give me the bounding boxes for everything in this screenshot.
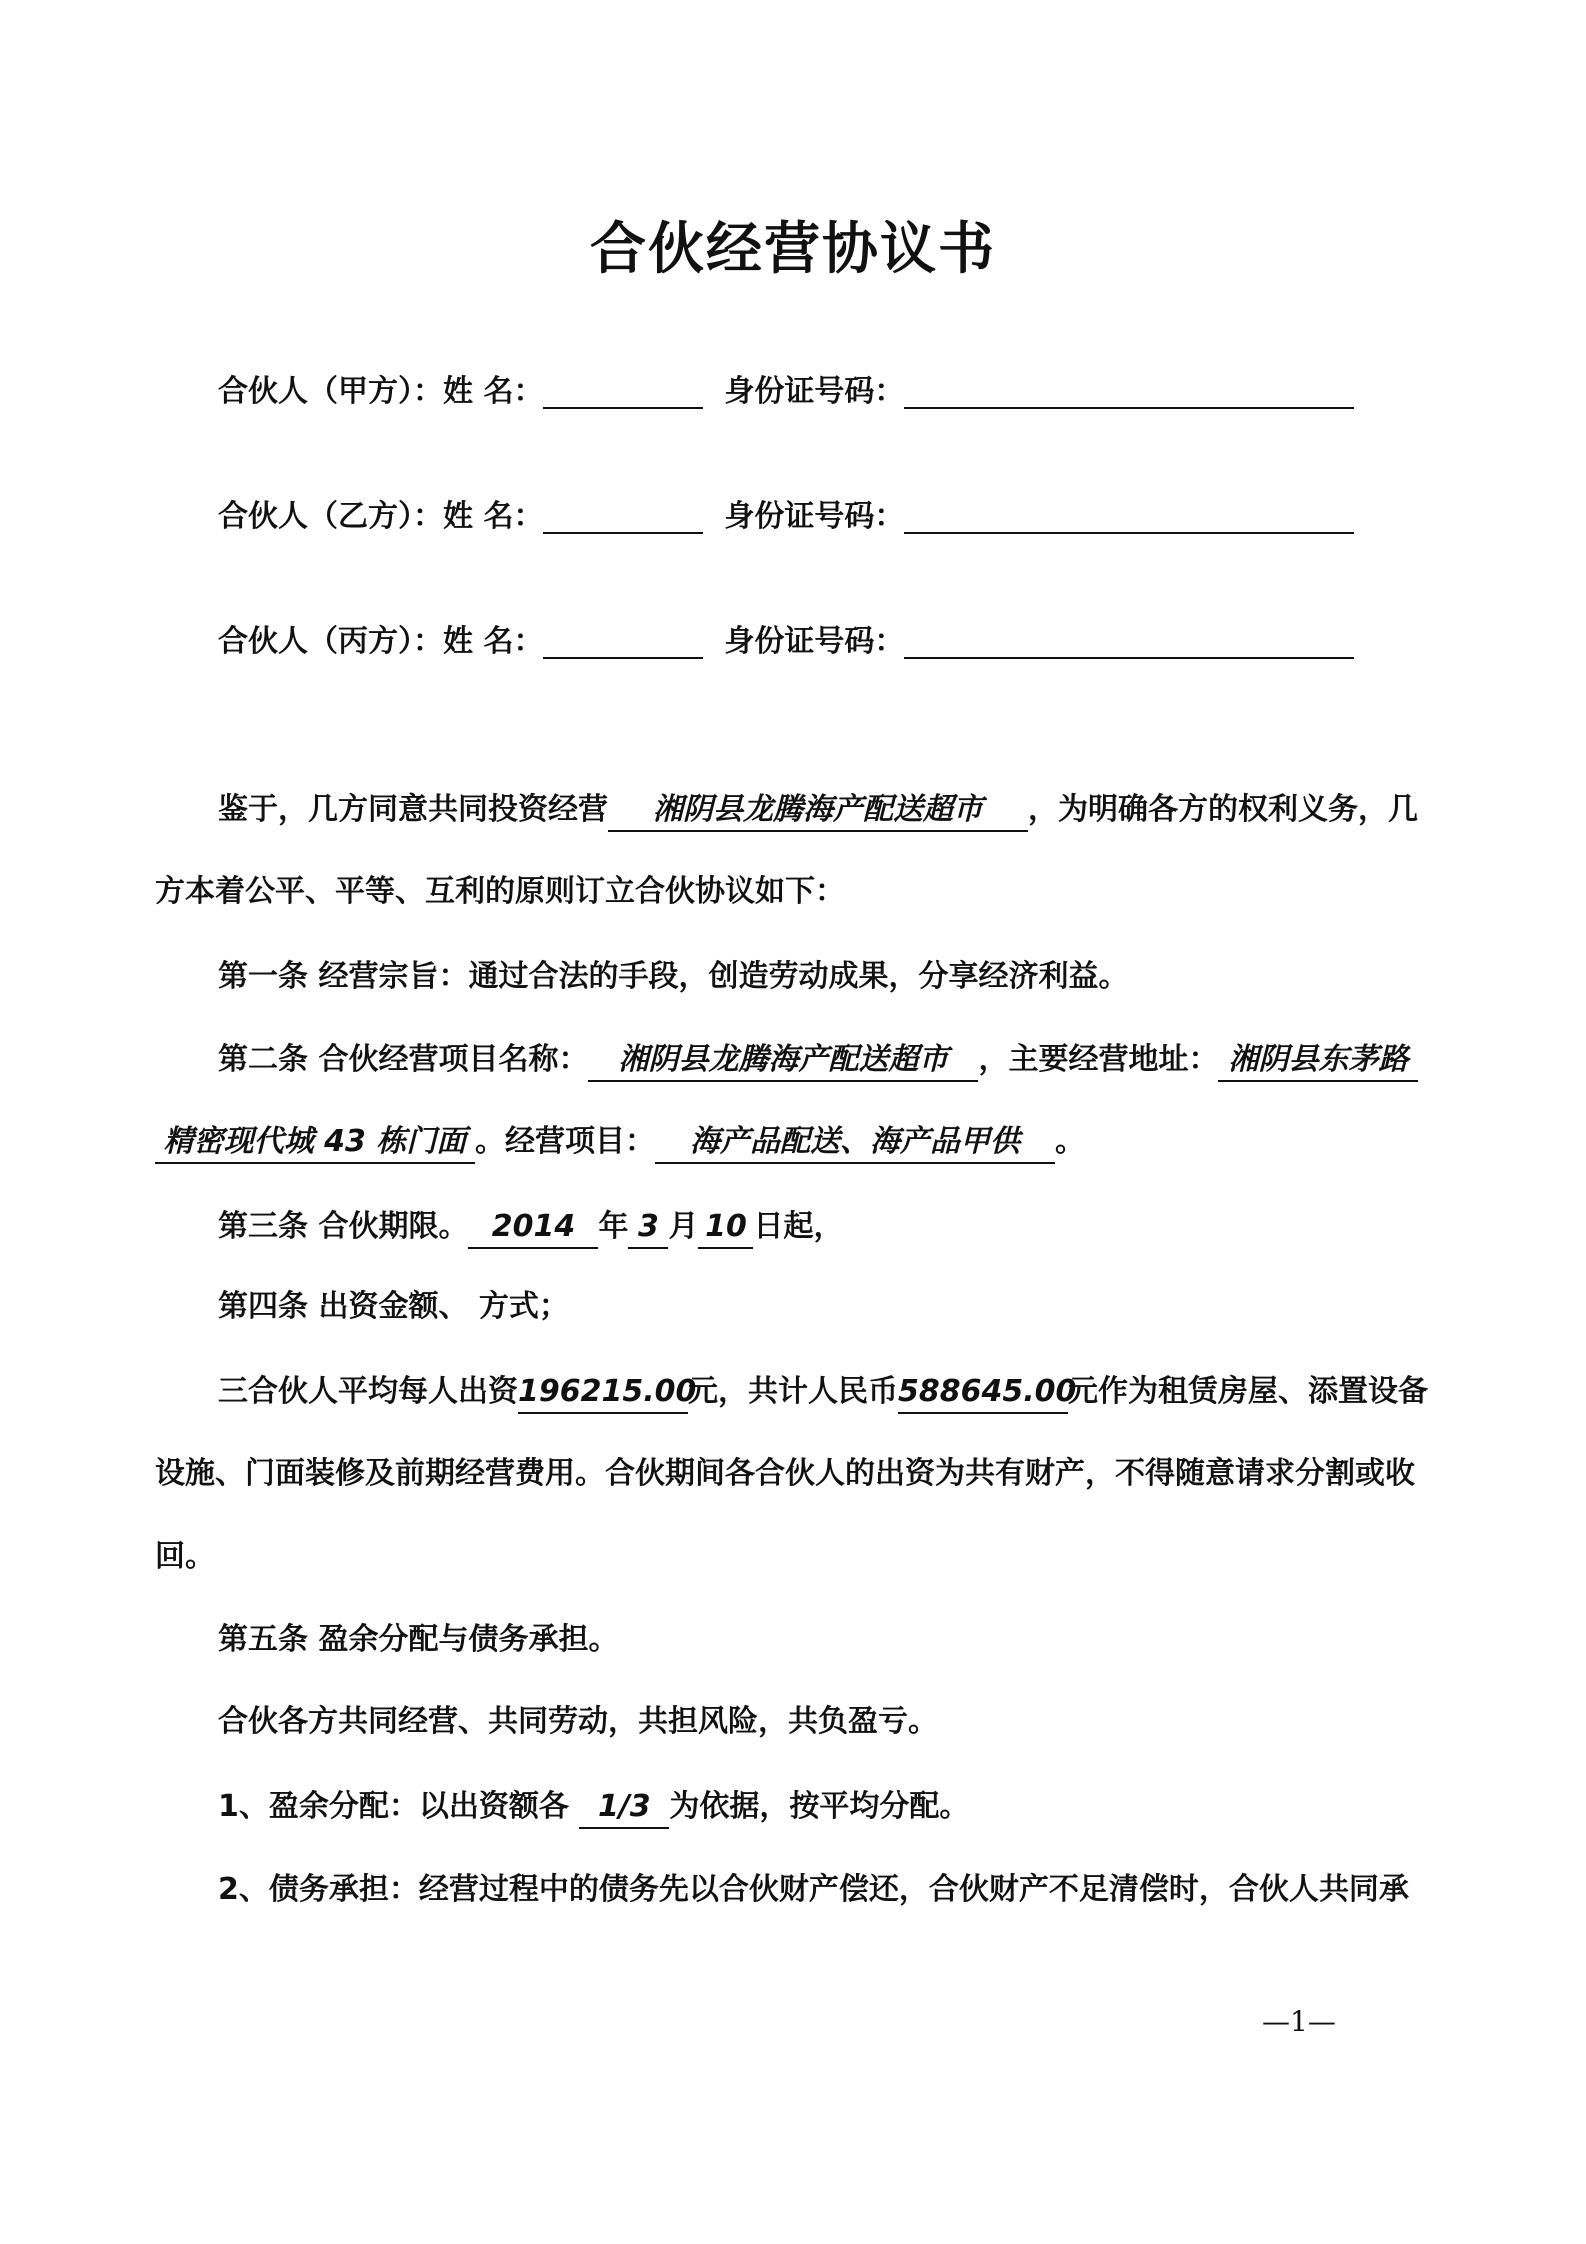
address-value-2: 精密现代城 43 栋门面 bbox=[155, 1122, 475, 1164]
partner-c-id-field[interactable] bbox=[904, 621, 1354, 659]
total-amount: 588645.00 bbox=[898, 1372, 1068, 1414]
partner-a-name-field[interactable] bbox=[543, 371, 703, 409]
address-value-1: 湘阴县东茅路 bbox=[1218, 1040, 1418, 1082]
debt-liability: 2、债务承担：经营过程中的债务先以合伙财产偿还，合伙财产不足清偿时，合伙人共同承 bbox=[218, 1872, 1409, 1907]
year-unit: 年 bbox=[598, 1209, 629, 1244]
intro-text-b: ，为明确各方的权利义务，几 bbox=[1028, 792, 1418, 827]
address-label: ，主要经营地址： bbox=[978, 1042, 1219, 1077]
article-2-line-2 bbox=[155, 1120, 1085, 1164]
intro-line-2: 方本着公平、平等、互利的原则订立合伙协议如下： bbox=[155, 874, 845, 909]
article-2-label: 第二条 合伙经营项目名称： bbox=[218, 1042, 589, 1077]
profit-text-a: 1、盈余分配：以出资额各 bbox=[218, 1789, 569, 1824]
partner-b-name-field[interactable] bbox=[543, 496, 703, 534]
partner-c-id-label: 身份证号码： bbox=[724, 624, 905, 659]
partner-a-id-label: 身份证号码： bbox=[724, 374, 905, 409]
document-title: 合伙经营协议书 bbox=[590, 217, 996, 282]
profit-distribution bbox=[218, 1785, 969, 1829]
article-5: 第五条 盈余分配与债务承担。 bbox=[218, 1622, 619, 1657]
per-person-amount: 196215.00 bbox=[518, 1372, 688, 1414]
partner-b-id-field[interactable] bbox=[904, 496, 1354, 534]
partner-a-id-field[interactable] bbox=[904, 371, 1354, 409]
article-3-label: 第三条 合伙期限。 bbox=[218, 1209, 469, 1244]
capital-line-3: 回。 bbox=[155, 1539, 215, 1574]
capital-line-2: 设施、门面装修及前期经营费用。合伙期间各合伙人的出资为共有财产，不得随意请求分割或收 bbox=[155, 1456, 1415, 1491]
capital-text-b: 元，共计人民币 bbox=[688, 1374, 898, 1409]
article-3 bbox=[218, 1205, 843, 1249]
partner-row-a bbox=[218, 370, 1354, 414]
profit-text-b: 为依据，按平均分配。 bbox=[669, 1789, 970, 1824]
capital-text-a: 三合伙人平均每人出资 bbox=[218, 1374, 518, 1409]
start-year-value: 2014 bbox=[468, 1207, 598, 1249]
partner-row-c bbox=[218, 620, 1354, 664]
day-unit: 日起， bbox=[753, 1209, 844, 1244]
profit-ratio-value: 1/3 bbox=[579, 1787, 669, 1829]
capital-line-1 bbox=[218, 1370, 1428, 1414]
article-1: 第一条 经营宗旨：通过合法的手段，创造劳动成果，分享经济利益。 bbox=[218, 959, 1129, 994]
month-unit: 月 bbox=[668, 1209, 699, 1244]
project-name-value: 湘阴县龙腾海产配送超市 bbox=[588, 1040, 978, 1082]
article-4: 第四条 出资金额、 方式； bbox=[218, 1289, 569, 1324]
intro-line-1 bbox=[218, 788, 1418, 832]
article-5-description: 合伙各方共同经营、共同劳动，共担风险，共负盈亏。 bbox=[218, 1704, 938, 1739]
article-2-line-1 bbox=[218, 1038, 1418, 1082]
business-items-label: 。经营项目： bbox=[475, 1124, 655, 1159]
partner-c-name-field[interactable] bbox=[543, 621, 703, 659]
partner-b-id-label: 身份证号码： bbox=[724, 499, 905, 534]
partner-b-name-label: 合伙人（乙方）：姓 名： bbox=[218, 499, 544, 534]
capital-text-c: 元作为租赁房屋、添置设备 bbox=[1068, 1374, 1428, 1409]
partner-a-name-label: 合伙人（甲方）：姓 名： bbox=[218, 374, 544, 409]
page-number: —1— bbox=[1262, 2005, 1336, 2038]
partner-row-b bbox=[218, 495, 1354, 539]
article-2-end: 。 bbox=[1055, 1124, 1085, 1159]
business-items-value: 海产品配送、海产品甲供 bbox=[655, 1122, 1055, 1164]
intro-text-a: 鉴于，几方同意共同投资经营 bbox=[218, 792, 608, 827]
partner-c-name-label: 合伙人（丙方）：姓 名： bbox=[218, 624, 544, 659]
start-month-value: 3 bbox=[628, 1207, 668, 1249]
intro-business-name: 湘阴县龙腾海产配送超市 bbox=[608, 790, 1028, 832]
start-day-value: 10 bbox=[698, 1207, 753, 1249]
